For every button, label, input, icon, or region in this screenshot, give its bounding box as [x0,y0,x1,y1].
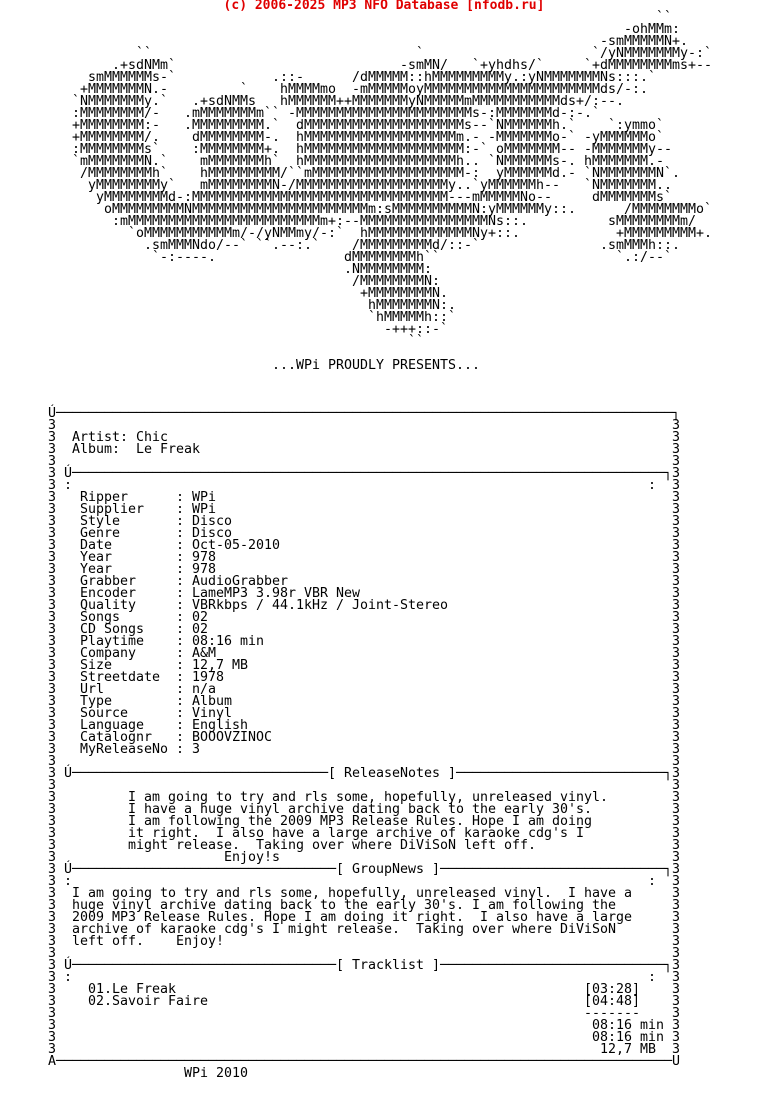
section-top-border: 3 Ú──────────────────────────────────────────────────────────────────────────┐3 [0,466,681,481]
ascii-art-line: `hMMMMMh::` [0,310,457,325]
release-notes-line: 3 I am following the 2009 MP3 Release Rules. Hope I am doing 3 [0,814,681,829]
tracklist-total-time: 3 08:16 min 3 [0,1030,681,1045]
track-row: 3 01.Le Freak [03:28] 3 [0,982,681,997]
info-field-row: 3 Url : n/a 3 [0,682,681,697]
ascii-art-line: .+sdNMm` -smMN/ `+yhdhs/` `+dMMMMMMMMms+-- [0,58,712,73]
info-field-row: 3 Songs : 02 3 [0,610,681,625]
box-bottom-border: A─────────────────────────────────────────────────────────────────────────────U [0,1054,681,1069]
group-news-header: 3 Ú─────────────────────────────────[ GroupNews ]────────────────────────────┐3 [0,862,681,877]
ascii-art-line: yMMMMMMMMd-:MMMMMMMMMMMMMMMMMMMMMMMMMMMMMMMM---mMMMMMNo-- dMMMMMMMs` [0,190,673,205]
tracklist-total-time: 3 08:16 min 3 [0,1018,681,1033]
ascii-art-line: -smMMMMMN+. [0,34,688,49]
info-field-row: 3 Genre : Disco 3 [0,526,681,541]
ascii-art-line: .NMMMMMMMM: [0,262,433,277]
ascii-art-line: :mMMMMMMMMMMMMMMMMMMMMMMMMm+:--MMMMMMMMMMMMMMMMNs::. sMMMMMMMMm/ [0,214,697,229]
group-news-line: 3 archive of karaoke cdg's I might release. Taking over where DiViSoN 3 [0,922,681,937]
ascii-art-line: /MMMMMMMMh` hMMMMMMMMM/``mMMMMMMMMMMMMMMMMMMM-: yMMMMMMd.- `NMMMMMMMN`. [0,166,681,181]
ascii-art-line: `-:----. dMMMMMMMMh`` `.:/--` [0,250,673,265]
info-field-row: 3 Year : 978 3 [0,562,681,577]
ascii-art-line: +MMMMMMMM:- .MMMMMMMMM.` dMMMMMMMMMMMMMMMMMMMMs--`NMMMMMMh.` `:ymmo` [0,118,664,133]
info-field-row: 3 Encoder : LameMP3 3.98r VBR New 3 [0,586,681,601]
ascii-art-line: hMMMMMMMN:. [0,298,457,313]
ascii-art-line: .smMMMNdo/--` ``.--:.` /MMMMMMMMMd/::-` .smMMMh::. [0,238,681,253]
release-notes-line: 3 Enjoy!s 3 [0,850,681,865]
info-field-row: 3 Streetdate : 1978 3 [0,670,681,685]
track-row: 3 02.Savoir Faire [04:48] 3 [0,994,681,1009]
ascii-art-line: `mMMMMMMMN.` mMMMMMMMh` hMMMMMMMMMMMMMMMMMMMh.. `NMMMMMMs-. hMMMMMMM.- [0,154,664,169]
tracklist-header: 3 Ú─────────────────────────────────[ Tracklist ]────────────────────────────┐3 [0,958,681,973]
info-field-row: 3 Style : Disco 3 [0,514,681,529]
group-news-line: 3 2009 MP3 Release Rules. Hope I am doing it right. I also have a large 3 [0,910,681,925]
release-notes-line: 3 it right. I also have a large archive of karaoke cdg's I 3 [0,826,681,841]
info-field-row: 3 Type : Album 3 [0,694,681,709]
info-field-row: 3 Quality : VBRkbps / 44.1kHz / Joint-Stereo 3 [0,598,681,613]
info-field-row: 3 Supplier : WPi 3 [0,502,681,517]
release-notes-line: 3 I am going to try and rls some, hopefully, unreleased vinyl. 3 [0,790,681,805]
box-row: 3 3 [0,754,681,769]
tracklist-total-size: 3 12,7 MB 3 [0,1042,681,1057]
release-notes-header: 3 Ú────────────────────────────────[ ReleaseNotes ]──────────────────────────┐3 [0,766,681,781]
ascii-art-line: -+++::-` [0,322,449,337]
info-field-row: 3 Ripper : WPi 3 [0,490,681,505]
ascii-art-line: +MMMMMMMN.- ` hMMMMmo -mMMMMMoyMMMMMMMMMMMMMMMMMMMMMMds/-:. [0,82,648,97]
footer-signature: WPi 2010 [0,1066,249,1081]
group-news-line: 3 left off. Enjoy! 3 [0,934,681,949]
ascii-art-line: :MMMMMMMMs` :MMMMMMMM+. hMMMMMMMMMMMMMMMMMMMM:-` oMMMMMMM-- -MMMMMMMy-- [0,142,673,157]
ascii-art-line: `` [0,10,673,25]
info-field-row: 3 MyReleaseNo : 3 3 [0,742,681,757]
box-top-border: Ú─────────────────────────────────────────────────────────────────────────────┐ [0,406,681,421]
release-notes-line: 3 I have a huge vinyl archive dating back to the early 30's. 3 [0,802,681,817]
ascii-art-line: smMMMMMMs-` .::- /dMMMMM::hMMMMMMMMMy.:yNMMMMMMMNs:::.` [0,70,657,85]
info-field-row: 3 Size : 12,7 MB 3 [0,658,681,673]
info-field-row: 3 CD Songs : 02 3 [0,622,681,637]
ascii-art-line: `NMMMMMMMy.` .+sdNMMs hMMMMMM++MMMMMMMyNMMMMMmMMMMMMMMMMMds+/:--. [0,94,624,109]
section-dots: 3 : : 3 [0,478,681,493]
box-row: 3 3 [0,778,681,793]
info-field-row: 3 Year : 978 3 [0,550,681,565]
ascii-art-line: yMMMMMMMMy` mMMMMMMMMN-/MMMMMMMMMMMMMMMMMMMy..`yMMMMMMh-- `NMMMMMMM.. [0,178,673,193]
info-field-row: 3 Playtime : 08:16 min 3 [0,634,681,649]
ascii-art-line: oMMMMMMMMMNMMMMMMMMMMMMMMMMMMMMMMm:sMMMMMMMMMMN:yMMMMMMy::. /MMMMMMMMo` [0,202,712,217]
info-field-row: 3 Language : English 3 [0,718,681,733]
ascii-art-line: :MMMMMMMM/- .mMMMMMMMm`` -MMMMMMMMMMMMMMMMMMMMMMs-:MMMMMMMd-:-.` [0,106,600,121]
ascii-art-line: `` ` `/yNMMMMMMMy-:` [0,46,712,61]
ascii-art-line: -ohMMm: [0,22,681,37]
section-dots: 3 : : 3 [0,970,681,985]
release-notes-line: 3 might release. Taking over where DiViSoN left off. 3 [0,838,681,853]
section-dots: 3 : : 3 [0,874,681,889]
group-news-line: 3 huge vinyl archive dating back to the early 30's. I am following the 3 [0,898,681,913]
nfo-document [0,12,712,1080]
tracklist-separator: 3 ------- 3 [0,1006,681,1021]
ascii-art-line: +MMMMMMMMN. [0,286,449,301]
info-field-row: 3 Date : Oct-05-2010 3 [0,538,681,553]
info-field-row: 3 Grabber : AudioGrabber 3 [0,574,681,589]
group-news-line: 3 I am going to try and rls some, hopefully, unreleased vinyl. I have a 3 [0,886,681,901]
ascii-art-line: ...WPi PROUDLY PRESENTS... [0,358,480,373]
ascii-art-line: /MMMMMMMMN: [0,274,441,289]
copyright-banner: (c) 2006-2025 MP3 NFO Database [nfodb.ru] [223,0,545,13]
ascii-art-line: `` [0,334,425,349]
ascii-art-line: +MMMMMMMM/. dMMMMMMMM-. hMMMMMMMMMMMMMMMMMMMm.- -MMMMMMMo-` -yMMMMMMo` [0,130,664,145]
album-row: 3 Album: Le Freak 3 [0,442,681,457]
artist-row: 3 Artist: Chic 3 [0,430,681,445]
ascii-art-line [0,384,712,396]
ascii-art-line [0,372,712,384]
info-field-row: 3 Catalognr : BOOOVZINOC 3 [0,730,681,745]
box-row: 3 3 [0,946,681,961]
info-field-row: 3 Source : Vinyl 3 [0,706,681,721]
info-field-row: 3 Company : A&M 3 [0,646,681,661]
ascii-art-line: `oMMMMMMMMMMMm/-/yNMMmy/-:` hMMMMMMMMMMMMMNy+::. +MMMMMMMMM+. [0,226,712,241]
box-row: 3 3 [0,454,681,469]
box-row: 3 3 [0,418,681,433]
